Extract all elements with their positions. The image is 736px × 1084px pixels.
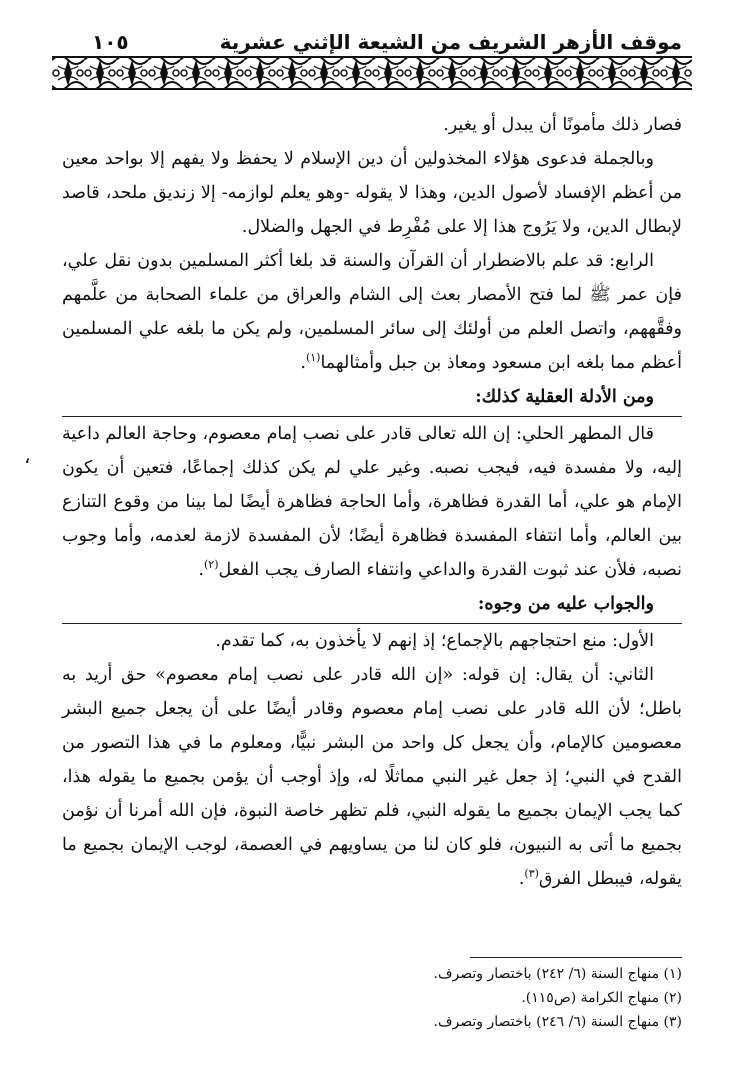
paragraph-3-text: الرابع: قد علم بالاضطرار أن القرآن والسنة قد بلغا أكثر المسلمين بدون نقل علي، فإن عمر ﷺ لما فتح الأمصار بعث إلى الشام والعراق من علماء الصحابة من علَّمهم وفقَّههم، واتصل العلم من أولئك إلى سائر المسلمين، ولم يكن ما بلغه علي المسلمين أعظم مما بلغه ابن مسعود ومعاذ بن جبل وأمثالهما: [62, 251, 682, 373]
paragraph-6-text: الثاني: أن يقال: إن قوله: «إن الله قادر على نصب إمام معصوم» حق أريد به باطل؛ لأن الله قادر على نصب إمام معصوم وقادر أيضًا على أن يجعل جميع البشر معصومين كالإمام، وأن يجعل كل واحد من البشر نبيًّا، ومعلوم ما في هذا التصور من القدح في النبي؛ إذ جعل غير النبي مماثلًا له، وإذ أوجب أن يؤمن بجميع ما يقوله هذا، كما يجب الإيمان بجميع ما يقوله النبي، فلم تظهر خاصة النبوة، فإن الله أمرنا أن نؤمن بجميع ما أتى به النبيون، فلو كان لنا من يساويهم في العصمة، لوجب الإيمان بجميع ما يقوله، فيبطل الفرق: [62, 665, 682, 889]
footnote-3: (٣) منهاج السنة (٦/ ٢٤٦) باختصار وتصرف.: [433, 1014, 682, 1030]
period: .: [198, 560, 204, 580]
side-mark: ،: [24, 444, 31, 468]
footnote-2: (٢) منهاج الكرامة (ص١١٥).: [521, 990, 682, 1006]
footnotes: [62, 962, 682, 1034]
heading-answer: والجواب عليه من وجوه:: [477, 594, 654, 614]
main-text: [62, 108, 682, 896]
paragraph-1: فصار ذلك مأمونًا أن يبدل أو يغير.: [443, 115, 682, 135]
paragraph-4: [62, 416, 682, 587]
paragraph-3: [62, 244, 682, 380]
period: .: [518, 869, 525, 889]
paragraph-4-text: قال المطهر الحلي: إن الله تعالى قادر على نصب إمام معصوم، وحاجة العالم داعية إليه، ولا مفسدة فيه، فيجب نصبه. وغير علي لم يكن كذلك إجماعًا، فتعين أن يكون الإمام هو علي، أما القدرة فظاهرة، وأما الحاجة فظاهرة أيضًا لما بينا من وقوع التنازع بين العالم، وأما انتفاء المفسدة فظاهرة أيضًا؛ لأن المفسدة لازمة لعدمه، وأما وجوب نصبه، فلأن عند ثبوت القدرة والداعي وانتفاء الصارف يجب الفعل: [62, 424, 682, 580]
period: .: [300, 353, 306, 373]
footnote-1: (١) منهاج السنة (٦/ ٢٤٢) باختصار وتصرف.: [433, 966, 682, 982]
running-title: موقف الأزهر الشريف من الشيعة الإثني عشرية: [219, 30, 682, 54]
paragraph-2: وبالجملة فدعوى هؤلاء المخذولين أن دين الإسلام لا يحفظ ولا يفهم إلا بواحد معين من أعظم الإفساد لأصول الدين، وهذا لا يقوله -وهو يعلم لوازمه- إلا زنديق ملحد، قاصد لإبطال الدين، ولا يَرُوج هذا إلا على مُفْرِط في الجهل والضلال.: [62, 149, 682, 237]
footnote-ref-3: (٣): [524, 867, 539, 881]
paragraph-6: [62, 658, 682, 896]
paragraph-5: الأول: منع احتجاجهم بالإجماع؛ إذ إنهم لا يأخذون به، كما تقدم.: [62, 623, 682, 658]
heading-rational-proofs: ومن الأدلة العقلية كذلك:: [475, 387, 654, 407]
footnote-ref-2: (٢): [203, 558, 219, 572]
page-number: ١٠٥: [92, 30, 129, 54]
footnote-separator: [470, 957, 682, 958]
footnote-ref-1: (١): [305, 351, 321, 365]
ornamental-border: [52, 52, 692, 94]
